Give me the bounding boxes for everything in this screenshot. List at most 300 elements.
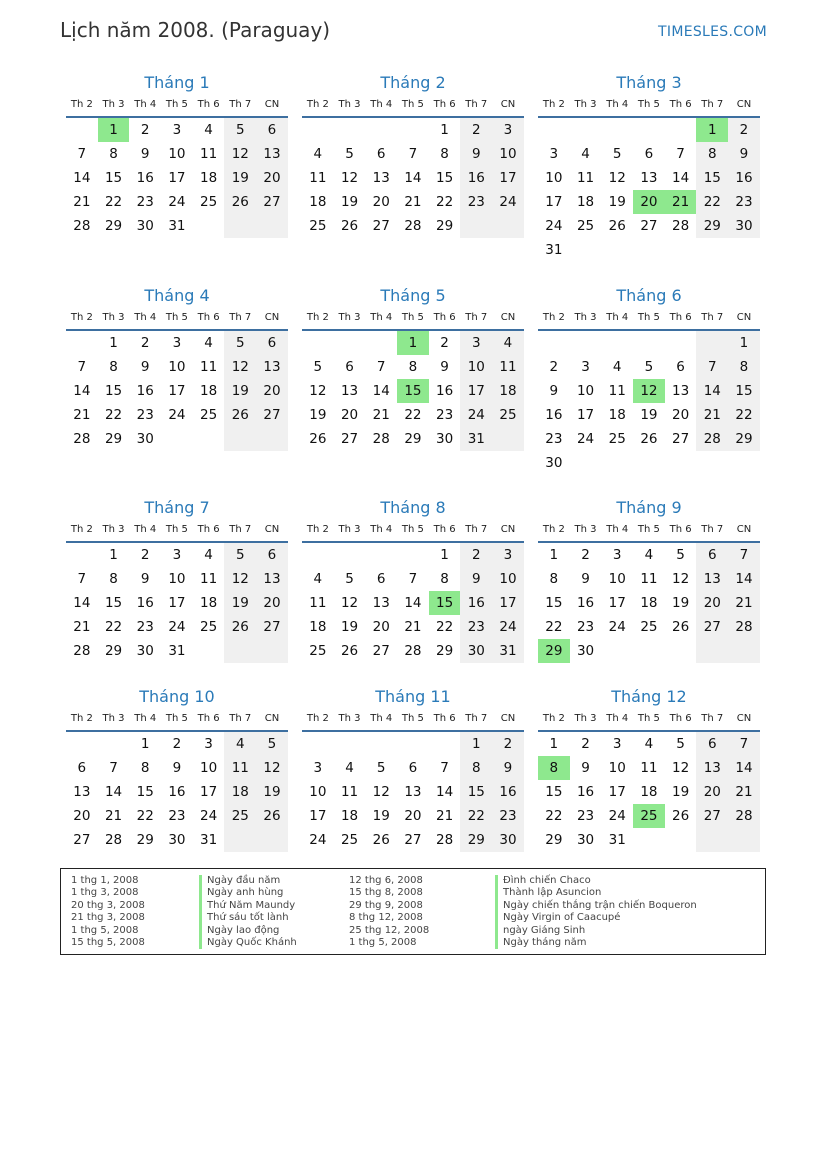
day-cell: 18: [224, 780, 256, 804]
empty-day-cell: [334, 732, 366, 756]
empty-day-cell: [302, 331, 334, 355]
day-cell: 2: [172, 736, 182, 752]
day-cell: 9: [728, 142, 760, 166]
day-cell: 23: [136, 194, 154, 210]
day-cell: 23: [460, 615, 492, 639]
weekday-label: CN: [736, 312, 752, 323]
day-cell: 20: [372, 194, 390, 210]
day-cell: 11: [309, 170, 327, 186]
empty-day-cell: [302, 118, 334, 142]
day-cell: 14: [436, 784, 454, 800]
empty-day-cell: [224, 639, 256, 663]
day-cell: 21: [728, 780, 760, 804]
day-cell: 14: [404, 170, 422, 186]
month-name: Tháng 11: [375, 687, 451, 706]
empty-day-cell: [570, 238, 602, 262]
day-cell: 1: [549, 736, 559, 752]
empty-day-cell: [633, 118, 665, 142]
day-cell: 7: [676, 146, 685, 162]
day-cell: 3: [492, 543, 524, 567]
empty-day-cell: [224, 828, 256, 852]
legend-date: 1 thg 5, 2008: [349, 936, 417, 948]
weekday-label: Th 2: [542, 713, 565, 724]
empty-day-cell: [696, 639, 728, 663]
weekday-label: CN: [736, 524, 752, 535]
day-cell: 4: [644, 547, 654, 563]
month-calendar: [538, 285, 760, 475]
day-cell: 1: [109, 335, 118, 351]
day-cell: 14: [672, 170, 690, 186]
legend-date: 20 thg 3, 2008: [71, 899, 145, 911]
day-cell: 2: [581, 547, 590, 563]
day-cell: 7: [77, 359, 87, 375]
site-brand-link[interactable]: TIMESLES.COM: [658, 24, 767, 40]
day-cell: 25: [576, 218, 595, 234]
day-cell: 7: [728, 732, 760, 756]
holiday-day-cell: 1: [397, 331, 429, 355]
month-name: Tháng 9: [616, 498, 682, 517]
day-cell: 13: [372, 170, 390, 186]
weekday-header: [538, 94, 760, 118]
month-calendar: [66, 285, 288, 451]
day-cell: 3: [460, 331, 492, 355]
day-cell: 4: [313, 571, 323, 587]
weekday-label: Th 2: [306, 312, 329, 323]
weekday-label: Th 5: [637, 312, 660, 323]
weekday-label: Th 6: [433, 312, 456, 323]
day-cell: 5: [224, 543, 256, 567]
weekday-label: Th 5: [401, 312, 424, 323]
day-cell: 13: [372, 595, 390, 611]
day-cell: 16: [576, 595, 595, 611]
day-cell: 27: [404, 832, 422, 848]
empty-day-cell: [66, 732, 98, 756]
weekday-label: Th 6: [669, 524, 692, 535]
day-cell: 14: [73, 170, 91, 186]
day-cell: 21: [436, 808, 454, 824]
day-cell: 29: [728, 427, 760, 451]
day-cell: 26: [672, 619, 690, 635]
day-cell: 2: [581, 736, 590, 752]
day-cell: 12: [608, 170, 626, 186]
day-cell: 30: [436, 431, 454, 447]
day-cell: 22: [436, 619, 454, 635]
day-cell: 5: [676, 547, 685, 563]
day-cell: 28: [73, 218, 91, 234]
empty-day-cell: [601, 639, 633, 663]
weekday-label: Th 6: [669, 713, 692, 724]
day-cell: 16: [136, 170, 154, 186]
weekday-label: Th 4: [134, 312, 157, 323]
day-cell: 14: [73, 383, 91, 399]
legend-holiday-name: Thứ Năm Maundy: [199, 900, 297, 912]
empty-day-cell: [66, 331, 98, 355]
weekday-label: Th 4: [370, 312, 393, 323]
day-cell: 8: [440, 571, 449, 587]
day-cell: 3: [612, 547, 622, 563]
weekday-header: [302, 708, 524, 732]
empty-day-cell: [728, 828, 760, 852]
day-cell: 31: [168, 218, 186, 234]
empty-day-cell: [256, 639, 288, 663]
month-name: Tháng 1: [144, 73, 210, 92]
empty-day-cell: [256, 214, 288, 238]
day-cell: 17: [168, 170, 186, 186]
day-cell: 20: [696, 780, 728, 804]
month-name: Tháng 10: [139, 687, 215, 706]
day-cell: 10: [309, 784, 327, 800]
day-cell: 3: [313, 760, 323, 776]
day-cell: 17: [608, 595, 626, 611]
weekday-label: Th 7: [229, 524, 252, 535]
day-cell: 4: [204, 547, 213, 563]
weekday-label: Th 7: [465, 713, 488, 724]
day-cell: 26: [224, 615, 256, 639]
holiday-day-cell: 1: [98, 118, 130, 142]
legend-holiday-name: Ngày Virgin of Caacupé: [495, 912, 697, 924]
holiday-day-cell: 20: [633, 190, 665, 214]
weekday-label: Th 5: [165, 524, 188, 535]
weekday-label: Th 5: [637, 713, 660, 724]
weekday-label: CN: [736, 99, 752, 110]
day-cell: 31: [608, 832, 626, 848]
weekday-label: CN: [264, 99, 280, 110]
day-cell: 21: [104, 808, 123, 824]
day-cell: 25: [200, 619, 218, 635]
day-grid: [66, 331, 288, 451]
legend-date: 8 thg 12, 2008: [349, 912, 423, 924]
day-cell: 12: [224, 355, 256, 379]
weekday-label: Th 6: [197, 713, 220, 724]
month-calendar: [302, 686, 524, 852]
weekday-label: Th 7: [229, 713, 252, 724]
month-calendar: [538, 72, 760, 262]
day-cell: 17: [492, 591, 524, 615]
day-cell: 25: [492, 403, 524, 427]
weekday-header: [302, 94, 524, 118]
day-cell: 23: [545, 431, 563, 447]
day-cell: 27: [372, 218, 390, 234]
day-cell: 6: [676, 359, 685, 375]
month-calendar: [302, 497, 524, 663]
day-cell: 10: [545, 170, 563, 186]
day-cell: 14: [404, 595, 422, 611]
weekday-label: Th 3: [574, 312, 597, 323]
month-calendar: [538, 686, 760, 852]
day-cell: 21: [404, 619, 422, 635]
day-cell: 13: [256, 355, 288, 379]
day-cell: 23: [136, 407, 154, 423]
holiday-day-cell: 8: [538, 756, 570, 780]
day-cell: 6: [256, 331, 288, 355]
legend-holiday-name: Ngày đầu năm: [199, 875, 297, 887]
day-cell: 14: [104, 784, 123, 800]
weekday-label: Th 2: [542, 524, 565, 535]
day-cell: 26: [372, 832, 390, 848]
day-cell: 16: [460, 591, 492, 615]
page-title: Lịch năm 2008. (Paraguay): [60, 18, 331, 42]
day-cell: 24: [168, 407, 186, 423]
day-cell: 10: [168, 146, 186, 162]
day-cell: 9: [492, 756, 524, 780]
empty-day-cell: [365, 118, 397, 142]
day-cell: 9: [549, 383, 559, 399]
day-cell: 21: [696, 403, 728, 427]
day-cell: 10: [576, 383, 595, 399]
holiday-legend: [60, 868, 766, 955]
empty-day-cell: [601, 118, 633, 142]
day-cell: 15: [436, 170, 454, 186]
legend-date: 15 thg 8, 2008: [349, 887, 423, 899]
day-cell: 30: [136, 218, 154, 234]
day-cell: 16: [136, 595, 154, 611]
day-cell: 18: [640, 784, 658, 800]
day-cell: 29: [436, 643, 454, 659]
day-cell: 13: [73, 784, 91, 800]
day-cell: 27: [340, 431, 359, 447]
legend-date: 21 thg 3, 2008: [71, 912, 145, 924]
day-cell: 29: [136, 832, 154, 848]
weekday-label: Th 2: [70, 312, 93, 323]
day-cell: 27: [696, 804, 728, 828]
weekday-header: [302, 307, 524, 331]
empty-day-cell: [728, 238, 760, 262]
day-cell: 5: [224, 331, 256, 355]
day-cell: 28: [73, 431, 91, 447]
day-cell: 13: [672, 383, 690, 399]
day-cell: 23: [460, 190, 492, 214]
day-grid: [302, 118, 524, 238]
legend-date: 1 thg 3, 2008: [71, 887, 139, 899]
day-cell: 9: [440, 359, 449, 375]
day-cell: 25: [640, 619, 658, 635]
weekday-label: Th 5: [165, 713, 188, 724]
day-cell: 20: [256, 591, 288, 615]
empty-day-cell: [570, 118, 602, 142]
holiday-day-cell: 15: [429, 591, 461, 615]
day-grid: [66, 732, 288, 852]
weekday-label: Th 4: [134, 99, 157, 110]
legend-col-names-1: [199, 875, 297, 949]
weekday-label: Th 2: [306, 99, 329, 110]
legend-date: 29 thg 9, 2008: [349, 899, 423, 911]
empty-day-cell: [665, 238, 697, 262]
day-cell: 19: [672, 595, 690, 611]
empty-day-cell: [633, 331, 665, 355]
day-cell: 14: [696, 379, 728, 403]
day-cell: 13: [256, 142, 288, 166]
empty-day-cell: [302, 543, 334, 567]
day-cell: 9: [140, 146, 150, 162]
weekday-label: Th 6: [433, 524, 456, 535]
day-cell: 7: [408, 571, 418, 587]
day-cell: 19: [224, 166, 256, 190]
day-cell: 9: [581, 571, 590, 587]
weekday-label: Th 3: [338, 99, 361, 110]
day-cell: 13: [340, 383, 359, 399]
day-cell: 8: [408, 359, 418, 375]
day-cell: 30: [136, 643, 154, 659]
day-cell: 31: [200, 832, 218, 848]
legend-date: 1 thg 1, 2008: [71, 875, 139, 886]
empty-day-cell: [365, 543, 397, 567]
day-cell: 1: [549, 547, 559, 563]
day-cell: 12: [224, 142, 256, 166]
day-cell: 5: [345, 571, 354, 587]
day-cell: 11: [200, 571, 218, 587]
weekday-label: Th 6: [197, 312, 220, 323]
day-cell: 22: [104, 194, 123, 210]
day-cell: 17: [608, 784, 626, 800]
empty-day-cell: [696, 451, 728, 475]
weekday-header: [66, 519, 288, 543]
empty-day-cell: [538, 331, 570, 355]
day-cell: 6: [256, 118, 288, 142]
weekday-label: Th 5: [165, 99, 188, 110]
day-cell: 3: [492, 118, 524, 142]
day-cell: 26: [340, 643, 359, 659]
weekday-header: [66, 708, 288, 732]
weekday-label: CN: [264, 713, 280, 724]
day-cell: 15: [545, 595, 563, 611]
day-cell: 4: [581, 146, 590, 162]
day-cell: 24: [608, 619, 626, 635]
empty-day-cell: [492, 214, 524, 238]
day-cell: 2: [549, 359, 559, 375]
weekday-label: Th 2: [306, 524, 329, 535]
day-cell: 8: [140, 760, 150, 776]
legend-holiday-name: Ngày anh hùng: [199, 887, 297, 899]
legend-date: 25 thg 12, 2008: [349, 924, 430, 936]
day-cell: 22: [436, 194, 454, 210]
month-name: Tháng 12: [611, 687, 687, 706]
empty-day-cell: [633, 451, 665, 475]
day-cell: 19: [672, 784, 690, 800]
day-cell: 21: [73, 194, 91, 210]
month-name: Tháng 8: [380, 498, 446, 517]
day-cell: 14: [728, 567, 760, 591]
weekday-label: Th 4: [606, 99, 629, 110]
day-cell: 22: [404, 407, 422, 423]
empty-day-cell: [460, 214, 492, 238]
day-cell: 27: [672, 431, 690, 447]
day-cell: 18: [492, 379, 524, 403]
day-cell: 19: [372, 808, 390, 824]
weekday-label: Th 2: [70, 524, 93, 535]
weekday-label: Th 5: [401, 713, 424, 724]
day-grid: [302, 331, 524, 451]
day-cell: 4: [492, 331, 524, 355]
day-cell: 7: [77, 571, 87, 587]
empty-day-cell: [696, 331, 728, 355]
day-cell: 28: [728, 804, 760, 828]
weekday-header: [538, 708, 760, 732]
day-cell: 1: [440, 547, 449, 563]
legend-holiday-name: Ngày chiến thắng trận chiến Boqueron: [495, 900, 697, 912]
day-cell: 19: [640, 407, 658, 423]
day-cell: 20: [256, 379, 288, 403]
day-cell: 12: [672, 760, 690, 776]
day-cell: 29: [104, 218, 123, 234]
day-cell: 26: [224, 403, 256, 427]
empty-day-cell: [98, 732, 130, 756]
empty-day-cell: [334, 543, 366, 567]
day-cell: 17: [168, 383, 186, 399]
day-cell: 5: [376, 760, 386, 776]
weekday-label: Th 3: [102, 524, 125, 535]
day-cell: 12: [340, 170, 359, 186]
day-cell: 11: [200, 146, 218, 162]
weekday-label: Th 2: [70, 713, 93, 724]
day-cell: 3: [612, 736, 622, 752]
day-cell: 8: [460, 756, 492, 780]
day-cell: 25: [340, 832, 359, 848]
day-cell: 15: [460, 780, 492, 804]
weekday-label: Th 7: [229, 99, 252, 110]
weekday-header: [66, 94, 288, 118]
weekday-label: Th 3: [338, 312, 361, 323]
weekday-label: Th 3: [338, 524, 361, 535]
day-cell: 3: [172, 122, 182, 138]
empty-day-cell: [696, 238, 728, 262]
day-cell: 5: [612, 146, 622, 162]
empty-day-cell: [224, 427, 256, 451]
day-cell: 27: [640, 218, 658, 234]
day-cell: 12: [224, 567, 256, 591]
day-cell: 4: [612, 359, 622, 375]
day-cell: 24: [576, 431, 595, 447]
day-cell: 29: [696, 214, 728, 238]
day-cell: 9: [172, 760, 182, 776]
empty-day-cell: [601, 451, 633, 475]
empty-day-cell: [570, 451, 602, 475]
day-cell: 26: [224, 190, 256, 214]
day-cell: 1: [140, 736, 150, 752]
day-cell: 26: [640, 431, 658, 447]
day-cell: 4: [204, 335, 213, 351]
empty-day-cell: [334, 118, 366, 142]
empty-day-cell: [193, 639, 225, 663]
day-cell: 6: [256, 543, 288, 567]
empty-day-cell: [633, 828, 665, 852]
weekday-label: Th 4: [606, 713, 629, 724]
empty-day-cell: [429, 732, 461, 756]
day-cell: 18: [200, 383, 218, 399]
day-cell: 17: [576, 407, 595, 423]
day-cell: 24: [168, 194, 186, 210]
day-cell: 11: [224, 756, 256, 780]
weekday-label: Th 2: [542, 99, 565, 110]
weekday-label: Th 5: [637, 99, 660, 110]
day-cell: 26: [340, 218, 359, 234]
day-cell: 11: [640, 760, 658, 776]
month-name: Tháng 5: [380, 286, 446, 305]
day-cell: 24: [545, 218, 563, 234]
month-calendar: [302, 72, 524, 238]
day-cell: 19: [340, 619, 359, 635]
empty-day-cell: [66, 118, 98, 142]
day-cell: 19: [224, 379, 256, 403]
day-cell: 15: [104, 170, 123, 186]
day-cell: 6: [376, 571, 386, 587]
empty-day-cell: [161, 427, 193, 451]
day-cell: 28: [672, 218, 690, 234]
day-cell: 2: [140, 122, 150, 138]
day-cell: 23: [576, 619, 595, 635]
legend-col-names-2: [495, 875, 697, 949]
day-cell: 1: [440, 122, 449, 138]
day-cell: 19: [256, 780, 288, 804]
